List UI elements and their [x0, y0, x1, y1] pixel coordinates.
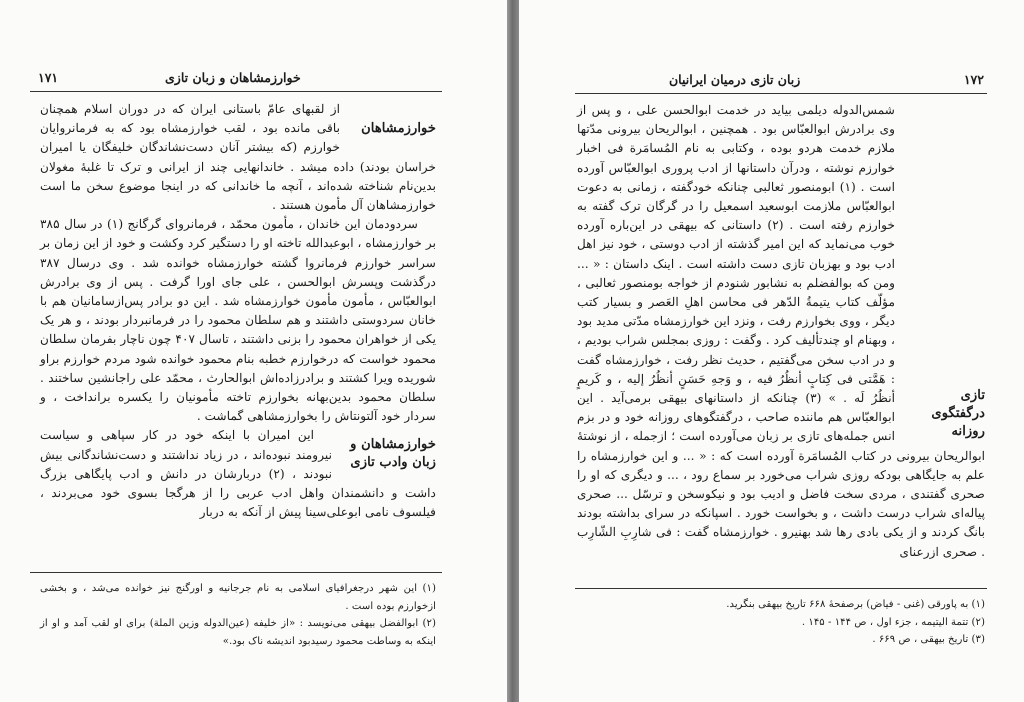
footnotes [40, 580, 436, 650]
footnote: (۳) تاریخ بیهقی ، ص ۶۶۹ . [872, 634, 985, 645]
right-page [519, 0, 1024, 702]
running-header: خوارزمشاهان و زبان تازی [165, 70, 301, 85]
header-rule [30, 91, 442, 92]
footnote: (۲) تتمة الیتیمه ، جزء اول ، ص ۱۴۴ - ۱۴۵ . [801, 616, 985, 628]
book-spine [507, 0, 519, 702]
footnote: (۱) این شهر درجغرافیای اسلامی به نام جرجانیه و اورگنج نیز خوانده می‌شد ، و بخشی ازخوارزم بوده است . [40, 583, 436, 612]
running-header: زبان تازی درمیان ایرانیان [669, 72, 801, 87]
footnote-rule [30, 572, 442, 573]
footnote: (۱) به پاورقی (غنی - فیاض) برصفحهٔ ۶۶۸ تاریخ بیهقی بنگرید. [726, 599, 985, 610]
page-number: ۱۷۲ [963, 72, 984, 87]
left-page [0, 0, 507, 702]
body-text [577, 101, 985, 562]
footnote: (۲) ابوالفضل بیهقی می‌نویسد : «از خلیفه (عین‌الدوله وزین الملة) برای او لقب آمد و او از اینکه به وساطت محمود رسیدبود اندیشه ناک بود.» [40, 618, 436, 647]
side-heading: خوارزمشاهان و زبان وادب تازی [350, 437, 436, 471]
footnotes [577, 596, 985, 649]
header-rule [575, 93, 987, 94]
side-heading: تازی درگفتگوی روزانه [931, 388, 985, 439]
body-text [40, 100, 436, 522]
paragraph: از لقبهای عامّ باستانی ایران که در دوران اسلام همچنان باقی مانده بود ، لقب خوارزمشاه بود که به فرمانروایان خوارزم (که بیشتر آنان دست‌نشاندگان خلیفگان یا امیران خراسان بودند) داده میشد . خاندانهایی چند از ایرانی و ترک تا غلبهٔ مغولان بدین‌نام شناخته شده‌اند ، آنچه ما خاندانی که در اینجا موضوع سخن ما است خوارزمشاهان آل مأمون هستند . [40, 102, 436, 213]
paragraph: شمس‌الدوله دیلمی بیاید در خدمت ابوالحسن علی ، و پس از وی برادرش ابوالعبّاس بود . همچنین ، ابوالریحان بیرونی مدّتها ملازم خدمت هردو بوده ، وکتابی به نام المُسامَرة فی اخبار خوارزم نوشته ، ودرآن داستانها از ادب پروری ابوالعبّاس آورده است . (۱) ابومنصور ثعالبی چنانکه خودگفته ، زمانی به دعوت ابوالعبّاس ملازمت ابوسعید اسمعیل را در گرگان ترک گفته به خوارزم رفته است . (۲) داستانی که بیهقی در این‌باره آورده خوب می‌نماید که این امیر گذشته از ادب دوستی ، خود نیز اهل ادب بود و بهزبان تازی دست داشته است . اینک داستان : « ... ومن که بوالفضلم به نشابور شنودم از خواجه بومنصور ثعالبی ، مؤلّف کتاب یتیمةُ الدّهر فی محاسن اهلِ العَصر و بسیار کتب دیگر ، ووی بخوارزم رفت ، ونزد این خوارزمشاه مدّتی مدید بود ، وبهنام او چندتألیف کرد . وگفت : روزی بمجلس شراب بودیم ، و در ادب سخن می‌گفتیم ، حدیث نظر رفت ، خوارزمشاه گفت : هَمَّتی فی کِتابٍ أنظُرُ فیه ، و وَجهِ حَسَنٍ أنظُرُ إلیه ، و کَریمٍ أنظُرُ لَه . » (۳) چنانکه از داستانهای بیهقی برمی‌آید . این ابوالعبّاس هم ماننده صاحب ، درگفتگوهای روزانه خود و در بزم انس جمله‌های تازی بر زبان می‌آورده است ؛ ازجمله ، از نوشتهٔ ابوالریحان بیرونی در کتاب المُسامَرة آورده است که : « ... و این خوارزمشاه را علم به جایگاهی بودکه روزی شراب می‌خورد بر سماع رود ، ... و دیگری که او را صحری گفتندی ، مردی سخت فاضل و ادیب بود و نیکوسخن و ترسّل ... صحری پیاله‌ای شراب درست داشت ، و بخواست خورد . اسپانکه در سرای بداشته بودند بانگ کردند و از یکی بادی رها شد بهنیرو . خوارزمشاه گفت : فی شارِبِ الشّارِب . صحری ازرعنای [577, 103, 985, 559]
paragraph: این امیران با اینکه خود در کار سپاهی و سیاست نیرومند نبوده‌اند ، در زیاد نداشتند و دست‌نشاندگانی بیش نبودند ، (۲) دربارشان در دانش و ادب پایگاهی بزرگ داشت و دانشمندان واهل ادب عربی را از هرگجا بسوی خود می‌بردند ، فیلسوف نامی ابوعلی‌سینا پیش از آنکه به دربار [40, 428, 436, 520]
side-heading: خوارزمشاهان [361, 121, 436, 136]
page-number: ۱۷۱ [38, 70, 59, 85]
paragraph: سردودمان این خاندان ، مأمون محمّد ، فرمانروای گرگانج (۱) در سال ۳۸۵ بر خوارزمشاه ، ابوعبدالله تاخته او را دستگیر کرد وکشت و خود از این زمان بر سراسر خوارزم فرمانروا گشته خوارزمشاه خوانده شد . وی درسال ۳۸۷ درگذشت وپسرش ابوالحسن ، علی جای اورا گرفت . پس از وی برادرش ابوالعبّاس ، مأمون مأمون خوارزمشاه شد . این دو برادر پس‌ازسامانیان هم با خانان سردوستی داشتند و هم سلطان محمود را در فرمانبردار بودند ، و هر یک یکی از خواهران محمود را بزنی داشتند ، تاسال ۴۰۷ چون ناچار بفرمان سلطان محمود خواست که درخوارزم خطبه بنام محمود خوانده شود مردم خوارزم براو شوریده ویرا کشتند و برادرزاده‌اش ابوالحارث ، محمّد علی راجانشین ساختند . سلطان محمود بدین‌بهانه بخوارزم تاخته مأمونیان را یکسره برانداخت ، و سردار خود آلتونتاش را بخوارزمشاهی گماشت . [40, 217, 436, 424]
footnote-rule [575, 588, 987, 589]
